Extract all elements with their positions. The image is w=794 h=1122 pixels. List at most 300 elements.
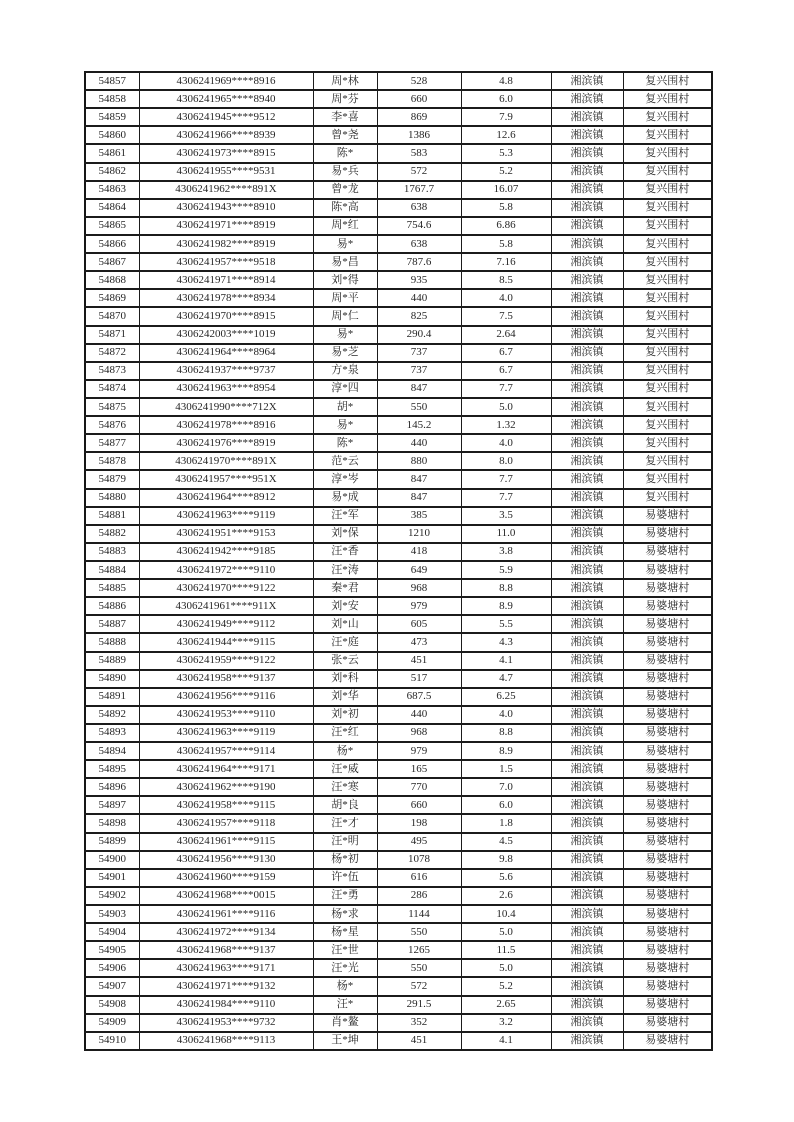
table-row bbox=[85, 670, 712, 688]
cell-village: 易婆塘村 bbox=[623, 525, 712, 543]
cell-amount: 638 bbox=[377, 199, 461, 217]
cell-id-number: 4306241963****9171 bbox=[139, 959, 313, 977]
cell-name: 汪*红 bbox=[313, 724, 377, 742]
table-row bbox=[85, 217, 712, 235]
cell-area-mu: 5.0 bbox=[461, 923, 551, 941]
cell-name: 易*昌 bbox=[313, 253, 377, 271]
cell-area-mu: 5.3 bbox=[461, 144, 551, 162]
cell-area-mu: 7.7 bbox=[461, 470, 551, 488]
cell-town: 湘滨镇 bbox=[551, 1014, 623, 1032]
cell-amount: 145.2 bbox=[377, 416, 461, 434]
cell-area-mu: 11.0 bbox=[461, 525, 551, 543]
cell-town: 湘滨镇 bbox=[551, 615, 623, 633]
table-row bbox=[85, 887, 712, 905]
cell-name: 李*喜 bbox=[313, 108, 377, 126]
cell-id-number: 4306241958****9137 bbox=[139, 670, 313, 688]
cell-area-mu: 12.6 bbox=[461, 126, 551, 144]
cell-town: 湘滨镇 bbox=[551, 814, 623, 832]
cell-area-mu: 3.5 bbox=[461, 507, 551, 525]
cell-serial-number: 54867 bbox=[85, 253, 139, 271]
cell-village: 易婆塘村 bbox=[623, 742, 712, 760]
cell-name: 汪*光 bbox=[313, 959, 377, 977]
cell-amount: 1078 bbox=[377, 851, 461, 869]
cell-serial-number: 54885 bbox=[85, 579, 139, 597]
cell-area-mu: 5.2 bbox=[461, 163, 551, 181]
cell-serial-number: 54874 bbox=[85, 380, 139, 398]
cell-town: 湘滨镇 bbox=[551, 742, 623, 760]
cell-id-number: 4306241971****8914 bbox=[139, 271, 313, 289]
cell-town: 湘滨镇 bbox=[551, 163, 623, 181]
cell-village: 易婆塘村 bbox=[623, 814, 712, 832]
cell-serial-number: 54879 bbox=[85, 470, 139, 488]
table-row bbox=[85, 923, 712, 941]
table-row bbox=[85, 307, 712, 325]
cell-amount: 550 bbox=[377, 923, 461, 941]
cell-id-number: 4306241961****9116 bbox=[139, 905, 313, 923]
cell-area-mu: 5.8 bbox=[461, 199, 551, 217]
cell-amount: 440 bbox=[377, 434, 461, 452]
cell-village: 复兴围村 bbox=[623, 90, 712, 108]
cell-area-mu: 5.6 bbox=[461, 869, 551, 887]
cell-town: 湘滨镇 bbox=[551, 724, 623, 742]
cell-area-mu: 7.16 bbox=[461, 253, 551, 271]
cell-name: 秦*君 bbox=[313, 579, 377, 597]
cell-area-mu: 4.0 bbox=[461, 706, 551, 724]
cell-area-mu: 5.2 bbox=[461, 977, 551, 995]
cell-name: 刘*安 bbox=[313, 597, 377, 615]
cell-id-number: 4306241963****9119 bbox=[139, 507, 313, 525]
cell-amount: 1386 bbox=[377, 126, 461, 144]
table-row bbox=[85, 561, 712, 579]
cell-serial-number: 54891 bbox=[85, 688, 139, 706]
cell-amount: 290.4 bbox=[377, 326, 461, 344]
cell-village: 易婆塘村 bbox=[623, 977, 712, 995]
table-row bbox=[85, 742, 712, 760]
cell-village: 易婆塘村 bbox=[623, 1014, 712, 1032]
cell-amount: 869 bbox=[377, 108, 461, 126]
cell-serial-number: 54904 bbox=[85, 923, 139, 941]
cell-town: 湘滨镇 bbox=[551, 271, 623, 289]
cell-name: 杨*初 bbox=[313, 851, 377, 869]
cell-village: 易婆塘村 bbox=[623, 670, 712, 688]
cell-amount: 528 bbox=[377, 72, 461, 90]
cell-town: 湘滨镇 bbox=[551, 344, 623, 362]
table-row bbox=[85, 144, 712, 162]
cell-town: 湘滨镇 bbox=[551, 1032, 623, 1050]
cell-serial-number: 54905 bbox=[85, 941, 139, 959]
cell-name: 汪*世 bbox=[313, 941, 377, 959]
cell-town: 湘滨镇 bbox=[551, 398, 623, 416]
table-row bbox=[85, 289, 712, 307]
cell-name: 曾*龙 bbox=[313, 181, 377, 199]
cell-name: 刘*初 bbox=[313, 706, 377, 724]
cell-village: 易婆塘村 bbox=[623, 615, 712, 633]
table-row bbox=[85, 507, 712, 525]
cell-id-number: 4306241969****8916 bbox=[139, 72, 313, 90]
cell-village: 易婆塘村 bbox=[623, 851, 712, 869]
table-row bbox=[85, 706, 712, 724]
cell-town: 湘滨镇 bbox=[551, 507, 623, 525]
cell-name: 汪*涛 bbox=[313, 561, 377, 579]
cell-amount: 847 bbox=[377, 489, 461, 507]
cell-amount: 935 bbox=[377, 271, 461, 289]
cell-name: 张*云 bbox=[313, 652, 377, 670]
cell-serial-number: 54908 bbox=[85, 996, 139, 1014]
cell-village: 复兴围村 bbox=[623, 452, 712, 470]
cell-town: 湘滨镇 bbox=[551, 905, 623, 923]
table-row bbox=[85, 905, 712, 923]
cell-name: 周*仁 bbox=[313, 307, 377, 325]
cell-town: 湘滨镇 bbox=[551, 434, 623, 452]
cell-amount: 550 bbox=[377, 398, 461, 416]
cell-name: 淳*四 bbox=[313, 380, 377, 398]
cell-name: 刘*保 bbox=[313, 525, 377, 543]
cell-serial-number: 54877 bbox=[85, 434, 139, 452]
cell-serial-number: 54873 bbox=[85, 362, 139, 380]
cell-serial-number: 54900 bbox=[85, 851, 139, 869]
cell-village: 易婆塘村 bbox=[623, 905, 712, 923]
cell-id-number: 4306241976****8919 bbox=[139, 434, 313, 452]
table-row bbox=[85, 452, 712, 470]
cell-id-number: 4306241957****9518 bbox=[139, 253, 313, 271]
cell-id-number: 4306241963****8954 bbox=[139, 380, 313, 398]
cell-serial-number: 54870 bbox=[85, 307, 139, 325]
cell-name: 汪*香 bbox=[313, 543, 377, 561]
cell-area-mu: 4.5 bbox=[461, 833, 551, 851]
cell-id-number: 4306241964****8964 bbox=[139, 344, 313, 362]
cell-serial-number: 54862 bbox=[85, 163, 139, 181]
cell-name: 曾*尧 bbox=[313, 126, 377, 144]
cell-town: 湘滨镇 bbox=[551, 181, 623, 199]
cell-name: 汪*才 bbox=[313, 814, 377, 832]
cell-village: 易婆塘村 bbox=[623, 760, 712, 778]
cell-area-mu: 8.9 bbox=[461, 597, 551, 615]
cell-area-mu: 1.32 bbox=[461, 416, 551, 434]
cell-town: 湘滨镇 bbox=[551, 688, 623, 706]
cell-area-mu: 6.0 bbox=[461, 796, 551, 814]
cell-name: 胡*良 bbox=[313, 796, 377, 814]
cell-serial-number: 54868 bbox=[85, 271, 139, 289]
cell-town: 湘滨镇 bbox=[551, 90, 623, 108]
cell-serial-number: 54883 bbox=[85, 543, 139, 561]
cell-area-mu: 6.86 bbox=[461, 217, 551, 235]
cell-name: 汪*庭 bbox=[313, 633, 377, 651]
cell-amount: 473 bbox=[377, 633, 461, 651]
table-row bbox=[85, 1014, 712, 1032]
cell-town: 湘滨镇 bbox=[551, 579, 623, 597]
cell-serial-number: 54896 bbox=[85, 778, 139, 796]
cell-serial-number: 54899 bbox=[85, 833, 139, 851]
cell-village: 易婆塘村 bbox=[623, 996, 712, 1014]
cell-name: 易* bbox=[313, 235, 377, 253]
cell-town: 湘滨镇 bbox=[551, 959, 623, 977]
cell-village: 复兴围村 bbox=[623, 126, 712, 144]
cell-id-number: 4306241957****9118 bbox=[139, 814, 313, 832]
cell-id-number: 4306241965****8940 bbox=[139, 90, 313, 108]
cell-name: 刘*山 bbox=[313, 615, 377, 633]
cell-town: 湘滨镇 bbox=[551, 851, 623, 869]
cell-area-mu: 8.9 bbox=[461, 742, 551, 760]
cell-town: 湘滨镇 bbox=[551, 126, 623, 144]
cell-amount: 616 bbox=[377, 869, 461, 887]
table-row bbox=[85, 72, 712, 90]
cell-id-number: 4306241972****9110 bbox=[139, 561, 313, 579]
table-row bbox=[85, 398, 712, 416]
cell-town: 湘滨镇 bbox=[551, 307, 623, 325]
cell-amount: 385 bbox=[377, 507, 461, 525]
table-row bbox=[85, 778, 712, 796]
cell-id-number: 4306241960****9159 bbox=[139, 869, 313, 887]
cell-area-mu: 11.5 bbox=[461, 941, 551, 959]
cell-id-number: 4306241958****9115 bbox=[139, 796, 313, 814]
cell-area-mu: 4.8 bbox=[461, 72, 551, 90]
cell-town: 湘滨镇 bbox=[551, 887, 623, 905]
cell-area-mu: 1.5 bbox=[461, 760, 551, 778]
cell-amount: 572 bbox=[377, 977, 461, 995]
cell-amount: 787.6 bbox=[377, 253, 461, 271]
cell-name: 刘*得 bbox=[313, 271, 377, 289]
cell-id-number: 4306242003****1019 bbox=[139, 326, 313, 344]
cell-area-mu: 8.8 bbox=[461, 724, 551, 742]
cell-id-number: 4306241959****9122 bbox=[139, 652, 313, 670]
cell-town: 湘滨镇 bbox=[551, 543, 623, 561]
table-row bbox=[85, 326, 712, 344]
table-row bbox=[85, 760, 712, 778]
cell-amount: 583 bbox=[377, 144, 461, 162]
cell-serial-number: 54863 bbox=[85, 181, 139, 199]
cell-town: 湘滨镇 bbox=[551, 633, 623, 651]
cell-serial-number: 54882 bbox=[85, 525, 139, 543]
cell-name: 易* bbox=[313, 326, 377, 344]
table-row bbox=[85, 108, 712, 126]
cell-town: 湘滨镇 bbox=[551, 833, 623, 851]
cell-village: 易婆塘村 bbox=[623, 652, 712, 670]
cell-town: 湘滨镇 bbox=[551, 525, 623, 543]
cell-village: 复兴围村 bbox=[623, 181, 712, 199]
cell-village: 复兴围村 bbox=[623, 362, 712, 380]
cell-id-number: 4306241943****8910 bbox=[139, 199, 313, 217]
cell-town: 湘滨镇 bbox=[551, 652, 623, 670]
table-row bbox=[85, 814, 712, 832]
cell-id-number: 4306241957****951X bbox=[139, 470, 313, 488]
cell-village: 复兴围村 bbox=[623, 235, 712, 253]
cell-village: 易婆塘村 bbox=[623, 778, 712, 796]
cell-serial-number: 54901 bbox=[85, 869, 139, 887]
cell-town: 湘滨镇 bbox=[551, 289, 623, 307]
cell-amount: 847 bbox=[377, 380, 461, 398]
cell-serial-number: 54881 bbox=[85, 507, 139, 525]
table-row bbox=[85, 851, 712, 869]
cell-serial-number: 54906 bbox=[85, 959, 139, 977]
cell-amount: 286 bbox=[377, 887, 461, 905]
cell-town: 湘滨镇 bbox=[551, 796, 623, 814]
cell-id-number: 4306241970****8915 bbox=[139, 307, 313, 325]
cell-village: 复兴围村 bbox=[623, 416, 712, 434]
cell-village: 复兴围村 bbox=[623, 72, 712, 90]
cell-id-number: 4306241982****8919 bbox=[139, 235, 313, 253]
cell-id-number: 4306241937****9737 bbox=[139, 362, 313, 380]
cell-id-number: 4306241972****9134 bbox=[139, 923, 313, 941]
table-row bbox=[85, 833, 712, 851]
cell-village: 易婆塘村 bbox=[623, 706, 712, 724]
cell-name: 汪*军 bbox=[313, 507, 377, 525]
table-row bbox=[85, 470, 712, 488]
table-row bbox=[85, 869, 712, 887]
cell-name: 易*芝 bbox=[313, 344, 377, 362]
table-row bbox=[85, 489, 712, 507]
cell-village: 易婆塘村 bbox=[623, 724, 712, 742]
cell-id-number: 4306241964****9171 bbox=[139, 760, 313, 778]
cell-serial-number: 54884 bbox=[85, 561, 139, 579]
cell-name: 杨*星 bbox=[313, 923, 377, 941]
cell-amount: 979 bbox=[377, 742, 461, 760]
cell-village: 复兴围村 bbox=[623, 380, 712, 398]
cell-amount: 550 bbox=[377, 959, 461, 977]
cell-town: 湘滨镇 bbox=[551, 416, 623, 434]
cell-town: 湘滨镇 bbox=[551, 561, 623, 579]
cell-amount: 754.6 bbox=[377, 217, 461, 235]
cell-serial-number: 54869 bbox=[85, 289, 139, 307]
cell-id-number: 4306241968****9137 bbox=[139, 941, 313, 959]
table-row bbox=[85, 977, 712, 995]
cell-area-mu: 10.4 bbox=[461, 905, 551, 923]
cell-serial-number: 54888 bbox=[85, 633, 139, 651]
cell-amount: 968 bbox=[377, 579, 461, 597]
cell-area-mu: 2.65 bbox=[461, 996, 551, 1014]
cell-amount: 605 bbox=[377, 615, 461, 633]
cell-town: 湘滨镇 bbox=[551, 144, 623, 162]
cell-area-mu: 8.0 bbox=[461, 452, 551, 470]
cell-area-mu: 5.9 bbox=[461, 561, 551, 579]
cell-area-mu: 1.8 bbox=[461, 814, 551, 832]
cell-name: 王*坤 bbox=[313, 1032, 377, 1050]
cell-amount: 968 bbox=[377, 724, 461, 742]
cell-town: 湘滨镇 bbox=[551, 977, 623, 995]
cell-name: 陈* bbox=[313, 434, 377, 452]
table-row bbox=[85, 271, 712, 289]
cell-amount: 451 bbox=[377, 1032, 461, 1050]
cell-serial-number: 54866 bbox=[85, 235, 139, 253]
cell-name: 易*成 bbox=[313, 489, 377, 507]
cell-village: 复兴围村 bbox=[623, 271, 712, 289]
cell-name: 易*兵 bbox=[313, 163, 377, 181]
cell-area-mu: 4.0 bbox=[461, 434, 551, 452]
table-row bbox=[85, 163, 712, 181]
cell-area-mu: 8.8 bbox=[461, 579, 551, 597]
cell-village: 复兴围村 bbox=[623, 470, 712, 488]
cell-area-mu: 6.25 bbox=[461, 688, 551, 706]
cell-village: 复兴围村 bbox=[623, 434, 712, 452]
cell-serial-number: 54889 bbox=[85, 652, 139, 670]
cell-village: 易婆塘村 bbox=[623, 941, 712, 959]
cell-serial-number: 54872 bbox=[85, 344, 139, 362]
table-row bbox=[85, 126, 712, 144]
cell-town: 湘滨镇 bbox=[551, 217, 623, 235]
cell-village: 易婆塘村 bbox=[623, 561, 712, 579]
cell-id-number: 4306241970****891X bbox=[139, 452, 313, 470]
cell-id-number: 4306241978****8934 bbox=[139, 289, 313, 307]
table-row bbox=[85, 633, 712, 651]
table-row bbox=[85, 1032, 712, 1050]
cell-serial-number: 54880 bbox=[85, 489, 139, 507]
cell-town: 湘滨镇 bbox=[551, 869, 623, 887]
cell-serial-number: 54903 bbox=[85, 905, 139, 923]
cell-name: 周*平 bbox=[313, 289, 377, 307]
cell-serial-number: 54910 bbox=[85, 1032, 139, 1050]
cell-area-mu: 7.5 bbox=[461, 307, 551, 325]
cell-id-number: 4306241966****8939 bbox=[139, 126, 313, 144]
cell-village: 易婆塘村 bbox=[623, 923, 712, 941]
table-row bbox=[85, 796, 712, 814]
cell-id-number: 4306241990****712X bbox=[139, 398, 313, 416]
cell-village: 复兴围村 bbox=[623, 398, 712, 416]
cell-town: 湘滨镇 bbox=[551, 489, 623, 507]
cell-serial-number: 54861 bbox=[85, 144, 139, 162]
cell-id-number: 4306241964****8912 bbox=[139, 489, 313, 507]
cell-town: 湘滨镇 bbox=[551, 380, 623, 398]
cell-id-number: 4306241953****9110 bbox=[139, 706, 313, 724]
cell-id-number: 4306241961****9115 bbox=[139, 833, 313, 851]
cell-village: 易婆塘村 bbox=[623, 597, 712, 615]
table-row bbox=[85, 996, 712, 1014]
cell-town: 湘滨镇 bbox=[551, 706, 623, 724]
cell-name: 汪*勇 bbox=[313, 887, 377, 905]
cell-amount: 880 bbox=[377, 452, 461, 470]
cell-area-mu: 7.7 bbox=[461, 489, 551, 507]
cell-id-number: 4306241956****9130 bbox=[139, 851, 313, 869]
cell-amount: 440 bbox=[377, 706, 461, 724]
cell-amount: 660 bbox=[377, 796, 461, 814]
cell-name: 陈*高 bbox=[313, 199, 377, 217]
cell-serial-number: 54902 bbox=[85, 887, 139, 905]
cell-town: 湘滨镇 bbox=[551, 778, 623, 796]
cell-name: 许*伍 bbox=[313, 869, 377, 887]
cell-id-number: 4306241968****0015 bbox=[139, 887, 313, 905]
cell-name: 刘*华 bbox=[313, 688, 377, 706]
cell-amount: 198 bbox=[377, 814, 461, 832]
cell-name: 范*云 bbox=[313, 452, 377, 470]
cell-amount: 660 bbox=[377, 90, 461, 108]
cell-id-number: 4306241963****9119 bbox=[139, 724, 313, 742]
cell-id-number: 4306241942****9185 bbox=[139, 543, 313, 561]
cell-id-number: 4306241978****8916 bbox=[139, 416, 313, 434]
table-row bbox=[85, 941, 712, 959]
cell-area-mu: 4.0 bbox=[461, 289, 551, 307]
cell-serial-number: 54887 bbox=[85, 615, 139, 633]
cell-town: 湘滨镇 bbox=[551, 996, 623, 1014]
cell-serial-number: 54898 bbox=[85, 814, 139, 832]
cell-serial-number: 54857 bbox=[85, 72, 139, 90]
cell-name: 周*红 bbox=[313, 217, 377, 235]
cell-village: 复兴围村 bbox=[623, 326, 712, 344]
cell-village: 复兴围村 bbox=[623, 108, 712, 126]
cell-amount: 1144 bbox=[377, 905, 461, 923]
cell-serial-number: 54907 bbox=[85, 977, 139, 995]
cell-area-mu: 16.07 bbox=[461, 181, 551, 199]
cell-id-number: 4306241971****8919 bbox=[139, 217, 313, 235]
cell-town: 湘滨镇 bbox=[551, 923, 623, 941]
cell-area-mu: 9.8 bbox=[461, 851, 551, 869]
cell-amount: 687.5 bbox=[377, 688, 461, 706]
cell-name: 刘*科 bbox=[313, 670, 377, 688]
cell-town: 湘滨镇 bbox=[551, 452, 623, 470]
cell-amount: 572 bbox=[377, 163, 461, 181]
cell-town: 湘滨镇 bbox=[551, 670, 623, 688]
cell-id-number: 4306241962****9190 bbox=[139, 778, 313, 796]
cell-amount: 517 bbox=[377, 670, 461, 688]
table-row bbox=[85, 688, 712, 706]
cell-serial-number: 54871 bbox=[85, 326, 139, 344]
